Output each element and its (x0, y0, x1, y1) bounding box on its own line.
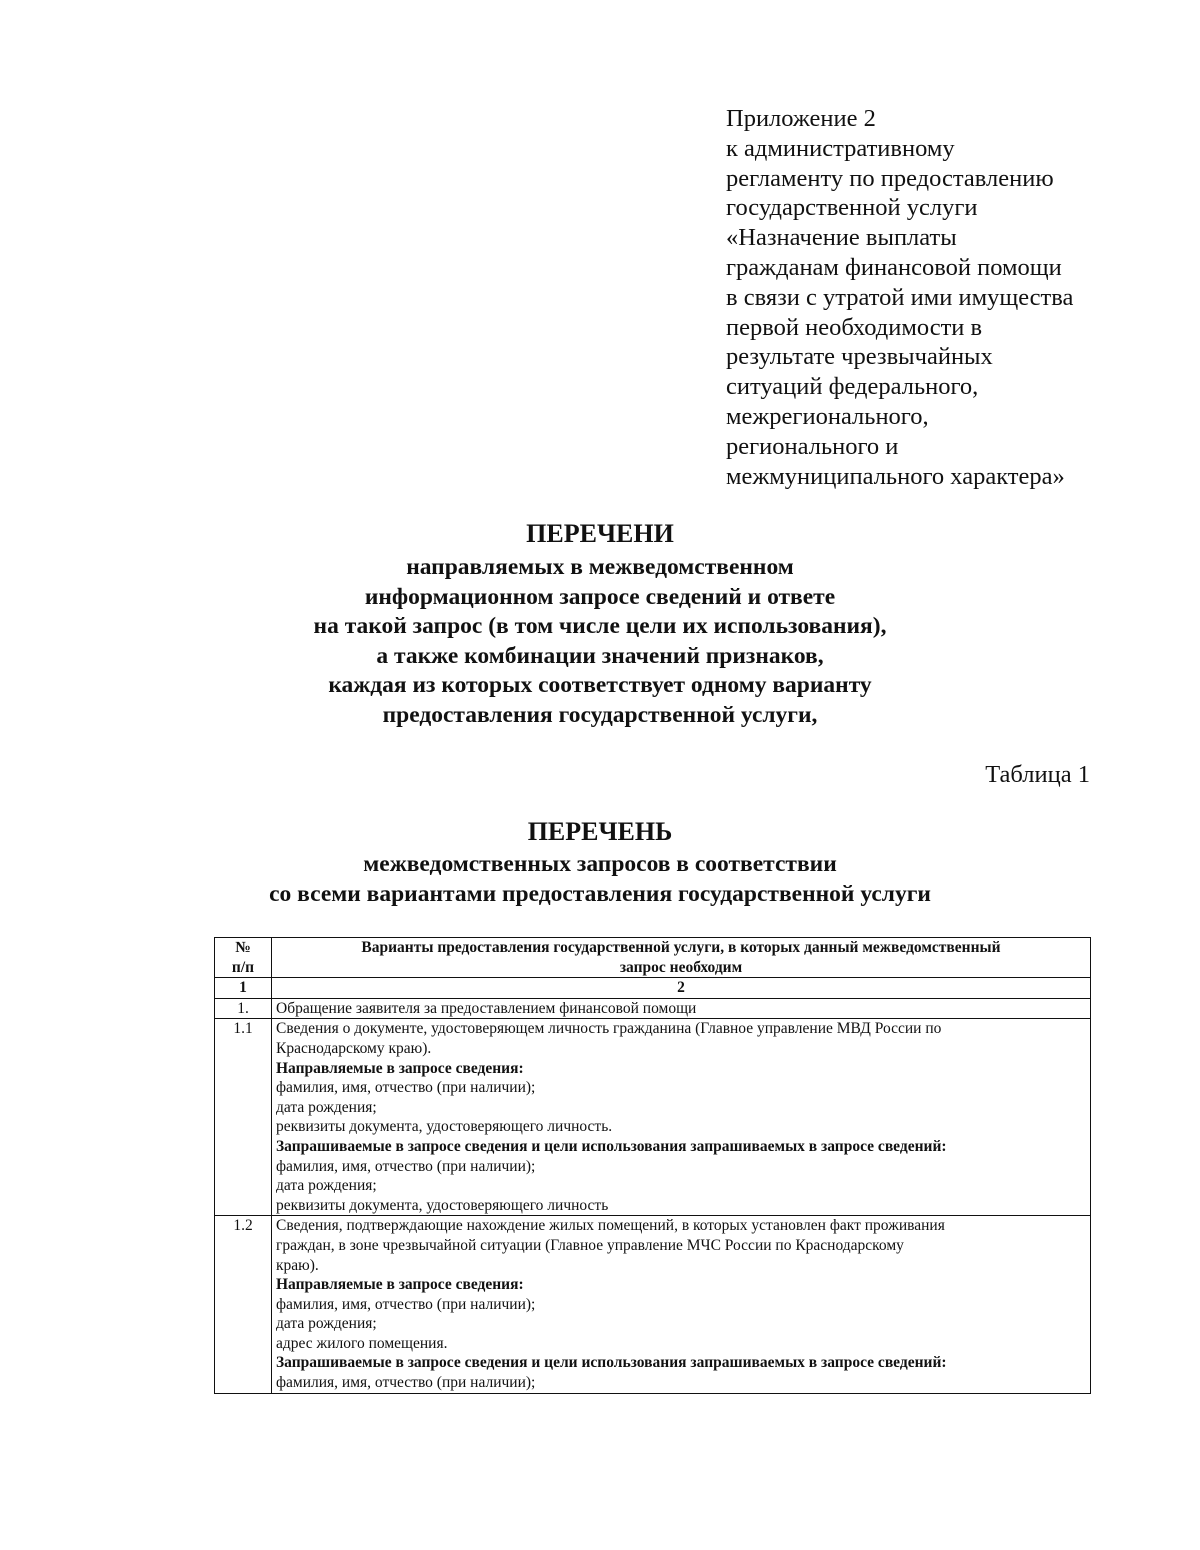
row-text-line: краю). (276, 1256, 319, 1274)
row-number: 1.1 (215, 1019, 272, 1216)
row-section-label: Запрашиваемые в запросе сведения и цели использования запрашиваемых в запросе сведений: (276, 1137, 947, 1155)
row-text-line: Сведения о документе, удостоверяющем личность гражданина (Главное управление МВД России по (276, 1020, 942, 1038)
column-number: 1 (215, 978, 272, 999)
row-text-line: дата рождения; (276, 1315, 377, 1333)
row-text-line: реквизиты документа, удостоверяющего личность (276, 1196, 609, 1214)
table-row (215, 1019, 1091, 1216)
table-label: Таблица 1 (985, 761, 1090, 788)
row-section-label: Направляемые в запросе сведения: (276, 1059, 524, 1077)
header-variant-line: Варианты предоставления государственной услуги, в которых данный межведомственный (361, 939, 1001, 956)
subtitle-line: на такой запрос (в том числе цели их использования), (313, 613, 887, 640)
appendix-line: регионального и (726, 432, 899, 460)
subtitle-line: каждая из которых соответствует одному варианту (328, 672, 872, 699)
appendix-line: гражданам финансовой помощи (726, 253, 1062, 281)
appendix-line: к административному (726, 134, 955, 162)
document-subtitle (0, 553, 1200, 731)
header-variant (272, 938, 1091, 978)
requests-table (214, 937, 1091, 1394)
appendix-line: Приложение 2 (726, 105, 876, 132)
document-title: ПЕРЕЧЕНИ (526, 519, 674, 548)
table-subtitle (0, 849, 1200, 909)
appendix-block (726, 104, 1166, 491)
header-variant-line: запрос необходим (619, 958, 743, 976)
row-text-line: Краснодарскому краю). (276, 1039, 432, 1057)
table-row (215, 998, 1091, 1019)
header-num-line: № (235, 939, 251, 956)
appendix-line: в связи с утратой ими имущества (726, 283, 1074, 311)
subtitle-line: направляемых в межведомственном (406, 554, 794, 580)
row-text-line: фамилия, имя, отчество (при наличии); (276, 1157, 536, 1175)
appendix-line: «Назначение выплаты (726, 224, 957, 252)
row-text-line: реквизиты документа, удостоверяющего личность. (276, 1118, 613, 1136)
appendix-line: ситуаций федерального, (726, 373, 979, 401)
row-text-line: граждан, в зоне чрезвычайной ситуации (Главное управление МЧС России по Краснодарскому (276, 1236, 904, 1254)
appendix-line: регламенту по предоставлению (726, 164, 1054, 192)
row-text-line: дата рождения; (276, 1098, 377, 1116)
appendix-line: межрегионального, (726, 402, 929, 430)
table-row (215, 1216, 1091, 1393)
row-text-line: фамилия, имя, отчество (при наличии); (276, 1295, 536, 1313)
table-subtitle-line: со всеми вариантами предоставления государственной услуги (269, 881, 931, 907)
row-content (272, 1019, 1091, 1216)
row-number: 1. (215, 998, 272, 1019)
row-text-line: фамилия, имя, отчество (при наличии); (276, 1079, 536, 1097)
row-section-label: Запрашиваемые в запросе сведения и цели использования запрашиваемых в запросе сведений: (276, 1354, 947, 1372)
row-text-line: адрес жилого помещения. (276, 1334, 448, 1352)
column-number: 2 (272, 978, 1091, 999)
appendix-line: межмуниципального характера» (726, 462, 1065, 490)
row-text-line: Обращение заявителя за предоставлением финансовой помощи (276, 999, 697, 1017)
row-content (272, 1216, 1091, 1393)
table-header-row (215, 938, 1091, 978)
row-content (272, 998, 1091, 1019)
row-number: 1.2 (215, 1216, 272, 1393)
header-num-line: п/п (231, 958, 255, 976)
row-text-line: дата рождения; (276, 1177, 377, 1195)
subtitle-line: информационном запросе сведений и ответе (364, 583, 836, 610)
column-number-row (215, 978, 1091, 999)
row-text-line: фамилия, имя, отчество (при наличии); (276, 1374, 536, 1392)
table-title: ПЕРЕЧЕНЬ (527, 817, 673, 846)
subtitle-line: предоставления государственной услуги, (382, 701, 818, 728)
subtitle-line: а также комбинации значений признаков, (376, 642, 824, 669)
header-num (215, 938, 272, 978)
appendix-line: первой необходимости в (726, 313, 983, 341)
appendix-line: результате чрезвычайных (726, 343, 993, 371)
row-section-label: Направляемые в запросе сведения: (276, 1276, 524, 1294)
row-text-line: Сведения, подтверждающие нахождение жилых помещений, в которых установлен факт проживания (276, 1217, 945, 1235)
table-subtitle-line: межведомственных запросов в соответствии (363, 851, 837, 877)
table-body (215, 998, 1091, 1393)
appendix-line: государственной услуги (726, 194, 978, 222)
